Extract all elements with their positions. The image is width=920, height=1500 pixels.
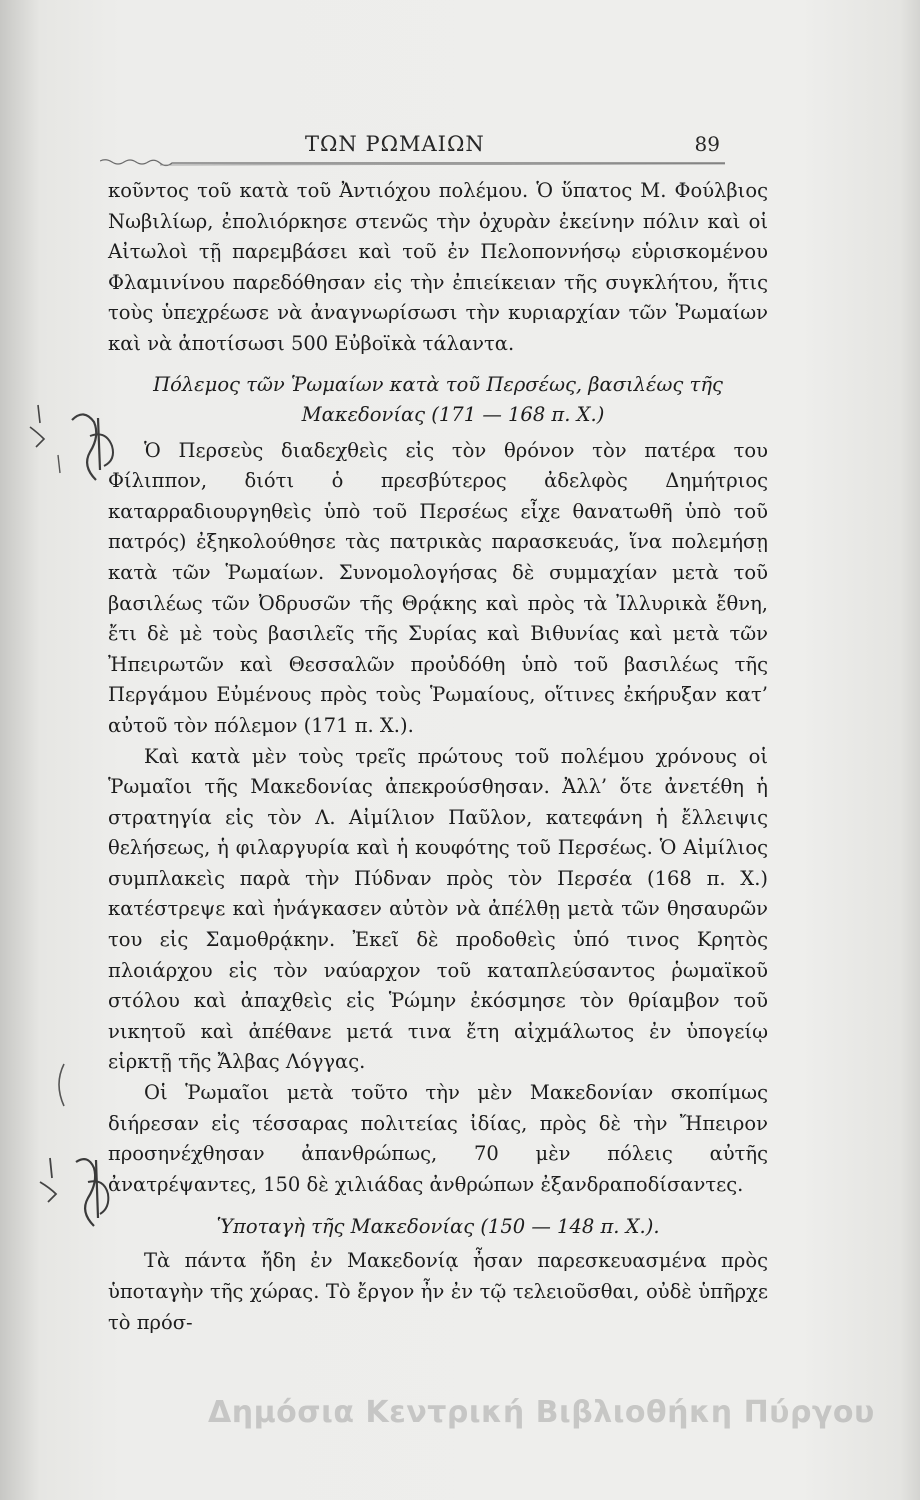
library-watermark: Δημόσια Κεντρική Βιβλιοθήκη Πύργου: [208, 1395, 875, 1430]
paragraph-aemilius: Καὶ κατὰ μὲν τοὺς τρεῖς πρώτους τοῦ πολέμου χρόνους οἱ Ῥωμαῖοι τῆς Μακεδονίας ἀπεκρούσθησαν. Ἀλλ’ ὅτε ἀνετέθη ἡ στρατηγία εἰς τὸν Λ. Αἰμίλιον Παῦλον, κατεφάνη ἡ ἔλλειψις θελήσεως, ἡ φιλαργυρία καὶ ἡ κουφότης τοῦ Περσέως. Ὁ Αἰμίλιος συμπλακεὶς παρὰ τὴν Πύδναν πρὸς τὸν Περσέα (168 π. Χ.) κατέστρεψε καὶ ἠνάγκασεν αὐτὸν νὰ ἀπέλθῃ μετὰ τῶν θησαυρῶν του εἰς Σαμοθρᾴκην. Ἐκεῖ δὲ προδοθεὶς ὑπό τινος Κρητὸς πλοιάρχου εἰς τὸν ναύαρχον τοῦ καταπλεύσαντος ῥωμαϊκοῦ στόλου καὶ ἀπαχθεὶς εἰς Ῥώμην ἐκόσμησε τὸν θρίαμβον τοῦ νικητοῦ καὶ ἀπέθανε μετά τινα ἔτη αἰχμάλωτος ἐν ὑπογείῳ εἱρκτῇ τῆς Ἄλβας Λόγγας.: [108, 744, 768, 1074]
paragraph-subjugation: Τὰ πάντα ἤδη ἐν Μακεδονίᾳ ἦσαν παρεσκευασμένα πρὸς ὑποταγὴν τῆς χώρας. Τὸ ἔργον ἦν ἐν τῷ τελειοῦσθαι, οὐδὲ ὑπῆρχε τὸ πρόσ-: [108, 1249, 768, 1334]
running-title: ΤΩΝ ΡΩΜΑΙΩΝ: [305, 132, 485, 156]
margin-bracket-mark: [50, 1060, 70, 1110]
margin-handwritten-note-2: [10, 1148, 120, 1258]
paragraph-continued: κοῦντος τοῦ κατὰ τοῦ Ἀντιόχου πολέμου. Ὁ ὕπατος Μ. Φούλβιος Νωβιλίωρ, ἐπολιόρκησε στενῶς τὴν ὀχυρὰν ἐκείνην πόλιν καὶ οἱ Αἰτωλοὶ τῇ παρεμβάσει καὶ τοῦ ἐν Πελοποννήσῳ εὑρισκομένου Φλαμινίνου παρεδόθησαν εἰς τὴν ἐπιείκειαν τῆς συγκλήτου, ἥτις τοὺς ὑπεχρέωσε νὰ ἀναγνωρίσωσι τὴν κυριαρχίαν τῶν Ῥωμαίων καὶ νὰ ἀποτίσωσι 500 Εὐβοϊκὰ τάλαντα.: [108, 179, 768, 355]
margin-handwritten-note-1: [60, 400, 130, 500]
section-heading-subjugation: Ὑποταγὴ τῆς Μακεδονίας (150 — 148 π. Χ.).: [216, 1215, 660, 1239]
page-text: [108, 176, 768, 1338]
paragraph-aftermath: Οἱ Ῥωμαῖοι μετὰ τοῦτο τὴν μὲν Μακεδονίαν σκοπίμως διήρεσαν εἰς τέσσαρας πολιτείας ἰδίας, πρὸς δὲ τὴν Ἤπειρον προσηνέχθησαν ἀπανθρώπως, 70 μὲν πόλεις αὐτῆς ἀνατρέψαντες, 150 δὲ χιλιάδας ἀνθρώπων ἐξανδραποδίσαντες.: [108, 1081, 768, 1196]
page-number: 89: [694, 132, 720, 156]
paragraph-perseus: Ὁ Περσεὺς διαδεχθεὶς εἰς τὸν θρόνον τὸν πατέρα του Φίλιππον, διότι ὁ πρεσβύτερος ἀδελφὸς Δημήτριος καταρραδιουργηθεὶς ὑπὸ τοῦ Περσέως εἶχε θανατωθῆ ὑπὸ τοῦ πατρός) ἐξηκολούθησε τὰς πατρικὰς παρασκευάς, ἵνα πολεμήσῃ κατὰ τῶν Ῥωμαίων. Συνομολογήσας δὲ συμμαχίαν μετὰ τοῦ βασιλέως τῶν Ὀδρυσῶν τῆς Θρᾴκης καὶ πρὸς τὰ Ἰλλυρικὰ ἔθνη, ἔτι δὲ μὲ τοὺς βασιλεῖς τῆς Συρίας καὶ Βιθυνίας καὶ μετὰ τῶν Ἠπειρωτῶν καὶ Θεσσαλῶν προὐδόθη ὑπὸ τοῦ βασιλέως τῆς Περγάμου Εὐμένους πρὸς τοὺς Ῥωμαίους, οἵτινες ἐκήρυξαν κατ’ αὐτοῦ τὸν πόλεμον (171 π. Χ.).: [108, 438, 768, 737]
section-heading-perseus-war: [108, 370, 768, 430]
header-rule: [100, 158, 725, 168]
section-heading-line2: Μακεδονίας (171 — 168 π. Χ.): [301, 402, 605, 426]
section-heading-line1: Πόλεμος τῶν Ῥωμαίων κατὰ τοῦ Περσέως, βασιλέως τῆς: [153, 372, 723, 396]
